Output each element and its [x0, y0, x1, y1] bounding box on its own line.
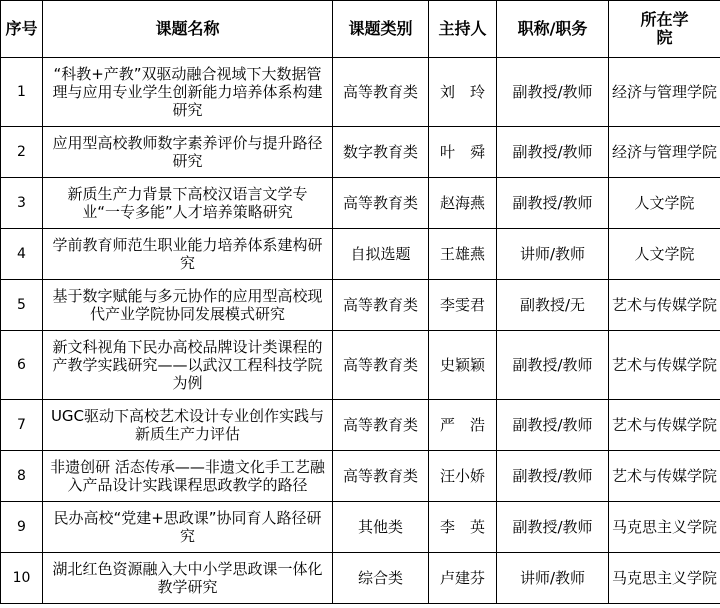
- cell-category: 高等教育类: [333, 400, 429, 451]
- table-row: [1, 553, 720, 604]
- cell-host: 叶 舜: [429, 127, 497, 178]
- table-row: [1, 178, 720, 229]
- cell-rank: 副教授/教师: [497, 451, 609, 502]
- cell-title: 学前教育师范生职业能力培养体系建构研究: [43, 229, 333, 280]
- table-row: [1, 280, 720, 331]
- cell-college: 艺术与传媒学院: [609, 400, 720, 451]
- cell-category: 其他类: [333, 502, 429, 553]
- cell-title: 基于数字赋能与多元协作的应用型高校现代产业学院协同发展模式研究: [43, 280, 333, 331]
- cell-index: 9: [1, 502, 43, 553]
- cell-college: 马克思主义学院: [609, 553, 720, 604]
- cell-college: 经济与管理学院: [609, 127, 720, 178]
- cell-index: 2: [1, 127, 43, 178]
- cell-host: 史颖颖: [429, 331, 497, 400]
- cell-category: 高等教育类: [333, 280, 429, 331]
- cell-category: 高等教育类: [333, 178, 429, 229]
- cell-title: 非遗创研 活态传承——非遗文化手工艺融入产品设计实践课程思政教学的路径: [43, 451, 333, 502]
- header-row: [1, 1, 720, 58]
- cell-index: 10: [1, 553, 43, 604]
- cell-index: 4: [1, 229, 43, 280]
- cell-college: 人文学院: [609, 178, 720, 229]
- cell-rank: 副教授/教师: [497, 502, 609, 553]
- cell-title: 应用型高校教师数字素养评价与提升路径研究: [43, 127, 333, 178]
- header-college: 所在学院: [609, 1, 720, 58]
- header-title: 课题名称: [43, 1, 333, 58]
- cell-host: 王雄燕: [429, 229, 497, 280]
- cell-rank: 副教授/教师: [497, 400, 609, 451]
- table-row: [1, 502, 720, 553]
- cell-host: 刘 玲: [429, 58, 497, 127]
- cell-title: 新文科视角下民办高校品牌设计类课程的产教学实践研究——以武汉工程科技学院为例: [43, 331, 333, 400]
- cell-index: 7: [1, 400, 43, 451]
- cell-category: 高等教育类: [333, 331, 429, 400]
- cell-host: 李雯君: [429, 280, 497, 331]
- cell-title: 湖北红色资源融入大中小学思政课一体化教学研究: [43, 553, 333, 604]
- cell-index: 5: [1, 280, 43, 331]
- cell-host: 李 英: [429, 502, 497, 553]
- cell-college: 艺术与传媒学院: [609, 331, 720, 400]
- table-row: [1, 331, 720, 400]
- header-index: 序号: [1, 1, 43, 58]
- cell-index: 8: [1, 451, 43, 502]
- cell-rank: 副教授/教师: [497, 331, 609, 400]
- cell-category: 高等教育类: [333, 451, 429, 502]
- cell-rank: 副教授/无: [497, 280, 609, 331]
- cell-category: 综合类: [333, 553, 429, 604]
- cell-title: 新质生产力背景下高校汉语言文学专业“一专多能”人才培养策略研究: [43, 178, 333, 229]
- cell-category: 高等教育类: [333, 58, 429, 127]
- cell-college: 艺术与传媒学院: [609, 451, 720, 502]
- cell-title: 民办高校“党建+思政课”协同育人路径研究: [43, 502, 333, 553]
- cell-college: 马克思主义学院: [609, 502, 720, 553]
- cell-index: 1: [1, 58, 43, 127]
- cell-host: 赵海燕: [429, 178, 497, 229]
- header-host: 主持人: [429, 1, 497, 58]
- cell-category: 数字教育类: [333, 127, 429, 178]
- cell-title: UGC驱动下高校艺术设计专业创作实践与新质生产力评估: [43, 400, 333, 451]
- table-row: [1, 451, 720, 502]
- cell-host: 卢建芬: [429, 553, 497, 604]
- cell-title: “科教+产教”双驱动融合视域下大数据管理与应用专业学生创新能力培养体系构建研究: [43, 58, 333, 127]
- table-row: [1, 400, 720, 451]
- cell-rank: 副教授/教师: [497, 58, 609, 127]
- cell-rank: 讲师/教师: [497, 229, 609, 280]
- header-category: 课题类别: [333, 1, 429, 58]
- cell-host: 汪小娇: [429, 451, 497, 502]
- cell-host: 严 浩: [429, 400, 497, 451]
- table-row: [1, 229, 720, 280]
- cell-index: 6: [1, 331, 43, 400]
- cell-college: 艺术与传媒学院: [609, 280, 720, 331]
- cell-index: 3: [1, 178, 43, 229]
- table-row: [1, 127, 720, 178]
- cell-college: 经济与管理学院: [609, 58, 720, 127]
- cell-college: 人文学院: [609, 229, 720, 280]
- cell-rank: 副教授/教师: [497, 178, 609, 229]
- cell-rank: 讲师/教师: [497, 553, 609, 604]
- cell-rank: 副教授/教师: [497, 127, 609, 178]
- header-rank: 职称/职务: [497, 1, 609, 58]
- table-row: [1, 58, 720, 127]
- cell-category: 自拟选题: [333, 229, 429, 280]
